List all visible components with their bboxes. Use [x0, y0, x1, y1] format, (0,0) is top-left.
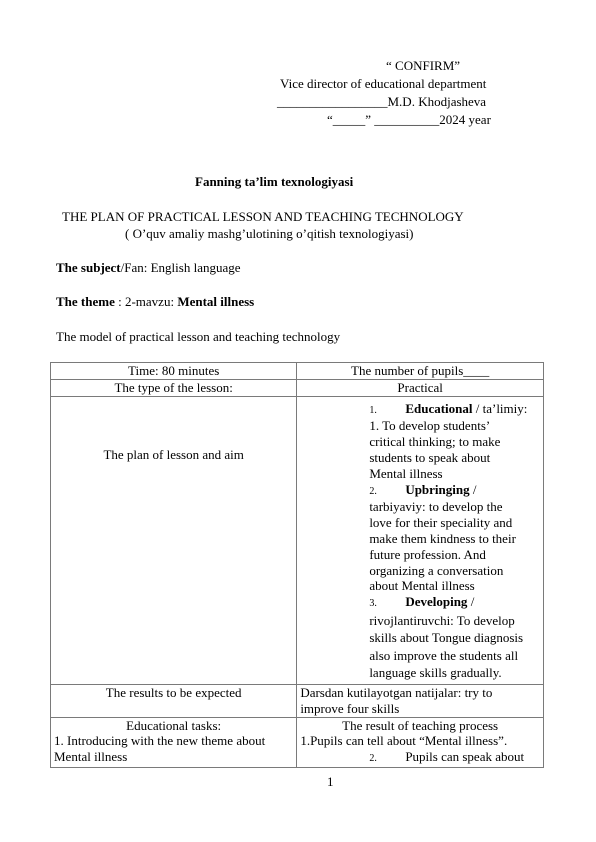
subject-technology-title: Fanning ta’lim texnologiyasi [195, 174, 354, 189]
aims-cell: 1. Educational / ta’limiy: 1. To develop students’ critical thinking; to make students to speak about Mental illness 2. Upbringing / tarbiyaviy: to develop the love for their speciality and make them kindness to their future profession. And organizing a conversation about Mental illness 3. Developing / rivojlantiruvchi: To develop skills about Tongue diagnosis also improve the students all language skills gradually. [297, 396, 544, 684]
model-text: The model of practical lesson and teaching technology [56, 329, 341, 344]
pupils-cell: The number of pupils____ [297, 363, 544, 380]
lesson-type-value: Practical [297, 379, 544, 396]
table-row [51, 684, 544, 717]
subject-value: /Fan: English language [120, 260, 241, 275]
aim-developing: 3. Developing / [369, 594, 475, 610]
subject-label: The subject [56, 260, 121, 275]
theme-label: The theme [56, 294, 115, 309]
teaching-result-cell: The result of teaching process 1.Pupils can tell about “Mental illness”. 2. Pupils can speak about [297, 717, 544, 767]
page-number: 1 [327, 774, 334, 789]
signature-line: _________________M.D. Khodjasheva [277, 94, 487, 109]
plan-aim-label: The plan of lesson and aim [51, 396, 297, 684]
lesson-plan-table [50, 362, 544, 768]
table-row [51, 379, 544, 396]
plan-title: THE PLAN OF PRACTICAL LESSON AND TEACHING TECHNOLOGY [62, 209, 464, 224]
teaching-result-title: The result of teaching process [342, 717, 499, 733]
theme-middle: : 2-mavzu: [114, 294, 178, 309]
theme-value: Mental illness [177, 294, 255, 309]
results-value: Darsdan kutilayotgan natijalar: try to improve four skills [297, 684, 544, 717]
subject-line [56, 260, 241, 276]
aim-educational: 1. Educational / ta’limiy: [369, 400, 528, 416]
vice-director-line: Vice director of educational department [280, 76, 487, 91]
educational-tasks-title: Educational tasks: [126, 717, 222, 733]
theme-line [56, 294, 254, 310]
table-row [51, 363, 544, 380]
plan-subtitle: ( O’quv amaliy mashg’ulotining o’qitish texnologiyasi) [125, 226, 414, 241]
results-label: The results to be expected [51, 684, 297, 717]
confirm-heading: “ CONFIRM” [386, 58, 461, 73]
lesson-type-label: The type of the lesson: [51, 379, 297, 396]
table-row [51, 717, 544, 767]
time-cell: Time: 80 minutes [51, 363, 297, 380]
date-line: “_____” __________2024 year [327, 112, 491, 127]
table-row [51, 396, 544, 684]
educational-tasks-cell: Educational tasks: 1. Introducing with the new theme about Mental illness [51, 717, 297, 767]
aim-upbringing: 2. Upbringing / [369, 481, 477, 497]
